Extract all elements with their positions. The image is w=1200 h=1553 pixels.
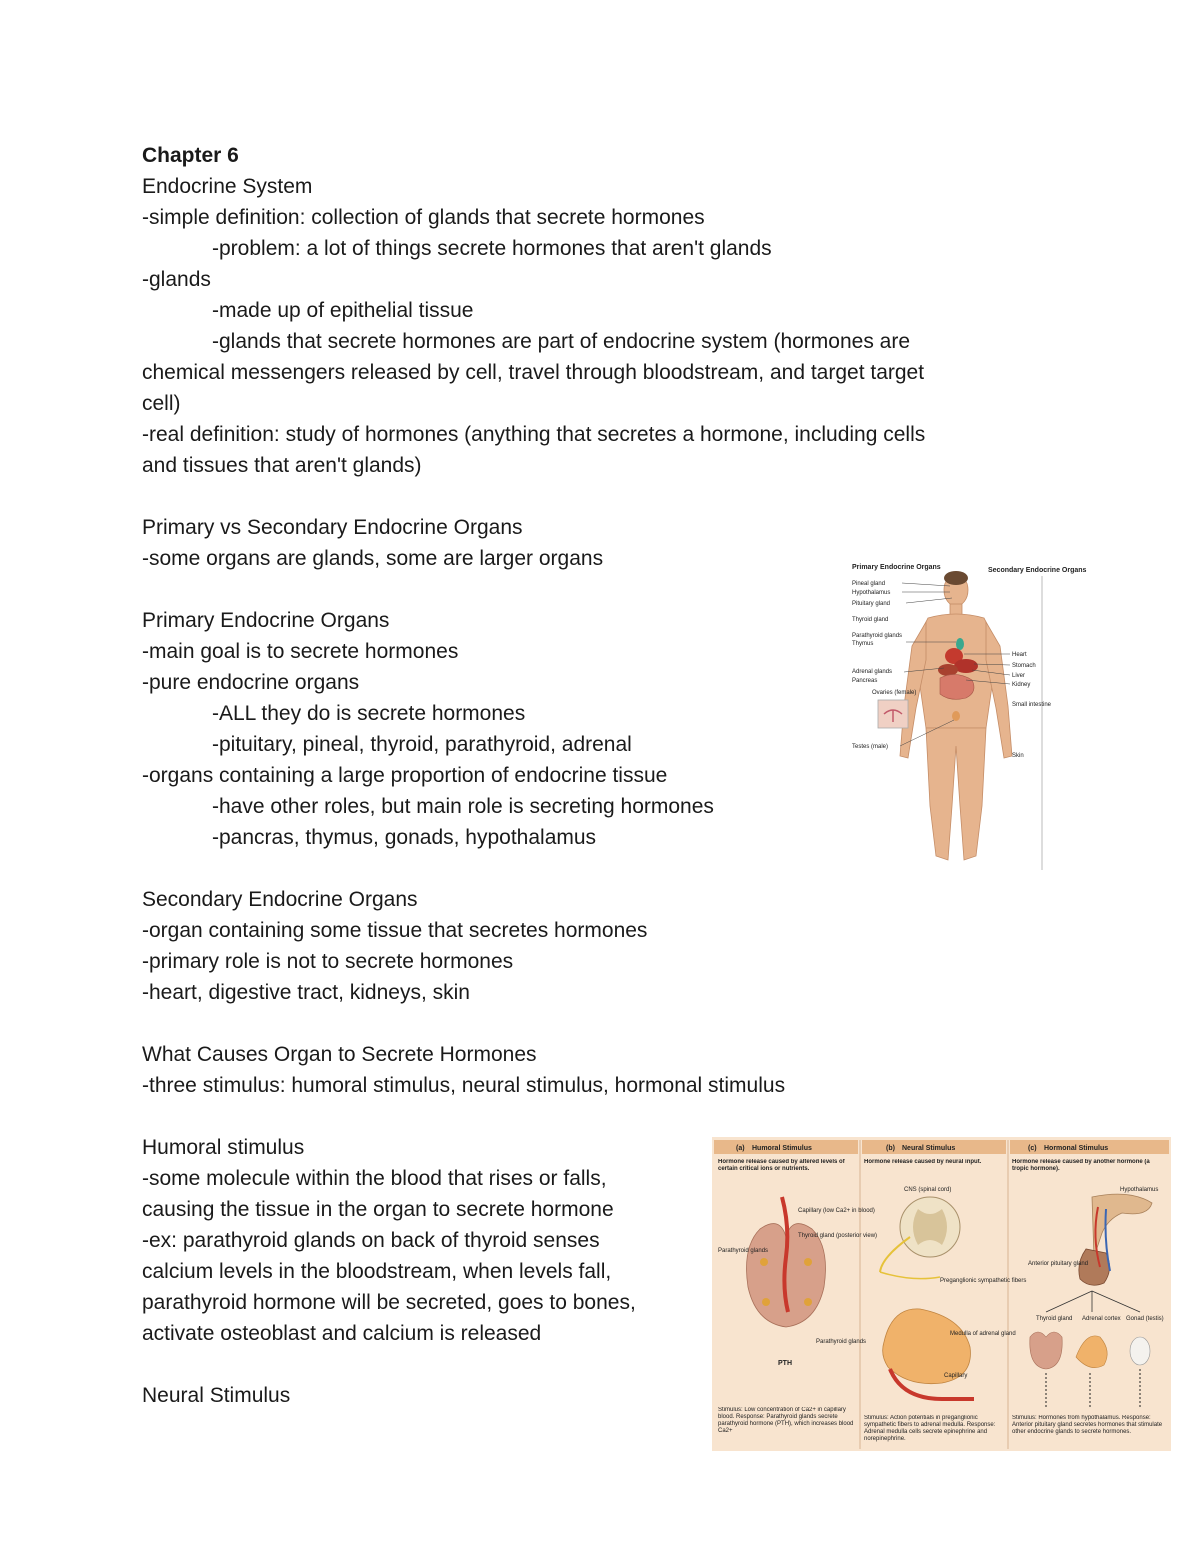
- line-three-stimulus: -three stimulus: humoral stimulus, neural stimulus, hormonal stimulus: [142, 1074, 786, 1097]
- label-small-intestine: Small intestine: [1012, 702, 1052, 708]
- line-problem: -problem: a lot of things secrete hormones that aren't glands: [212, 237, 772, 260]
- panel-a-letter: (a): [736, 1145, 745, 1152]
- panel-a-title: Humoral Stimulus: [752, 1145, 812, 1152]
- label-thyroid: Thyroid gland: [852, 617, 889, 623]
- panel-a-label-thyroid: Thyroid gland (posterior view): [798, 1233, 878, 1239]
- label-heart: Heart: [1012, 652, 1027, 658]
- line-large-proportion: -organs containing a large proportion of endocrine tissue: [142, 764, 668, 787]
- heading-neural: Neural Stimulus: [142, 1384, 291, 1407]
- panel-b-footnote: Stimulus: Action potentials in preganglionic sympathetic fibers to adrenal medulla. Response: Adrenal medulla cells secrete epinephrine and norepinephrine.: [864, 1415, 996, 1442]
- panel-c-label-adrenal: Adrenal cortex: [1082, 1316, 1121, 1322]
- line-epithelial: -made up of epithelial tissue: [212, 299, 474, 322]
- panel-b-label-cns: CNS (spinal cord): [904, 1187, 952, 1193]
- label-parathyroid: Parathyroid glands: [852, 633, 903, 639]
- line-some-organs: -some organs are glands, some are larger organs: [142, 547, 604, 570]
- panel-c-label-pituitary: Anterior pituitary gland: [1028, 1261, 1089, 1267]
- panel-a-label-capillary: Capillary (low Ca2+ in blood): [798, 1208, 875, 1214]
- heading-secondary-endocrine: Secondary Endocrine Organs: [142, 888, 418, 911]
- line-other-roles: -have other roles, but main role is secreting hormones: [212, 795, 714, 818]
- label-stomach: Stomach: [1012, 663, 1036, 669]
- line-calcium-levels: calcium levels in the bloodstream, when levels fall,: [142, 1260, 612, 1283]
- line-causing: causing the tissue in the organ to secrete hormone: [142, 1198, 614, 1221]
- panel-c-desc: Hormone release caused by another hormone (a tropic hormone).: [1012, 1159, 1150, 1172]
- line-osteoblast: activate osteoblast and calcium is released: [142, 1322, 542, 1345]
- label-ovaries: Ovaries (female): [872, 690, 917, 696]
- line-endocrine-system: Endocrine System: [142, 175, 313, 198]
- panel-c-footnote: Stimulus: Hormones from hypothalamus. Response: Anterior pituitary gland secretes hormones that stimulate other endocrine glands to secrete hormones.: [1012, 1415, 1163, 1435]
- line-cell: cell): [142, 392, 181, 415]
- label-adrenal: Adrenal glands: [852, 669, 893, 675]
- heading-humoral: Humoral stimulus: [142, 1136, 305, 1159]
- panel-a-label-parathyroid-1: Parathyroid glands: [718, 1248, 769, 1254]
- panel-a-desc: Hormone release caused by altered levels of certain critical ions or nutrients.: [718, 1159, 845, 1172]
- label-thymus: Thymus: [852, 641, 874, 647]
- line-some-tissue: -organ containing some tissue that secretes hormones: [142, 919, 648, 942]
- panel-a-footnote: Stimulus: Low concentration of Ca2+ in capillary blood. Response: Parathyroid glands secrete parathyroid hormone (PTH), which increases blood Ca2+: [718, 1407, 854, 1434]
- line-chemical-messengers: chemical messengers released by cell, travel through bloodstream, and target target: [142, 361, 925, 384]
- line-pth-secreted: parathyroid hormone will be secreted, goes to bones,: [142, 1291, 636, 1314]
- line-all-they-do: -ALL they do is secrete hormones: [212, 702, 526, 725]
- chapter-title: Chapter 6: [142, 144, 239, 167]
- panel-c-label-gonad: Gonad (testis): [1126, 1316, 1164, 1322]
- panel-c-letter: (c): [1028, 1145, 1037, 1152]
- panel-a-label-parathyroid-2: Parathyroid glands: [816, 1339, 867, 1345]
- label-pancreas: Pancreas: [852, 678, 878, 684]
- label-pineal: Pineal gland: [852, 581, 886, 587]
- panel-b-label-capillary: Capillary: [944, 1373, 968, 1379]
- line-main-goal: -main goal is to secrete hormones: [142, 640, 459, 663]
- heading-primary-vs-secondary: Primary vs Secondary Endocrine Organs: [142, 516, 523, 539]
- line-heart-list: -heart, digestive tract, kidneys, skin: [142, 981, 470, 1004]
- label-hypothalamus: Hypothalamus: [852, 590, 891, 596]
- label-liver: Liver: [1012, 673, 1026, 679]
- heading-primary-endocrine: Primary Endocrine Organs: [142, 609, 390, 632]
- panel-b-letter: (b): [886, 1145, 895, 1152]
- panel-c-title: Hormonal Stimulus: [1044, 1145, 1109, 1152]
- line-glands-secrete: -glands that secrete hormones are part of endocrine system (hormones are: [212, 330, 911, 353]
- line-molecule: -some molecule within the blood that rises or falls,: [142, 1167, 607, 1190]
- panel-b-desc: Hormone release caused by neural input.: [864, 1159, 982, 1165]
- heading-what-causes: What Causes Organ to Secrete Hormones: [142, 1043, 537, 1066]
- line-pure-endocrine: -pure endocrine organs: [142, 671, 360, 694]
- endocrine-organs-figure: [846, 556, 1092, 870]
- line-simple-definition: -simple definition: collection of glands that secrete hormones: [142, 206, 705, 229]
- label-testes: Testes (male): [852, 744, 889, 750]
- line-real-definition: -real definition: study of hormones (anything that secretes a hormone, including cells: [142, 423, 926, 446]
- label-skin: Skin: [1012, 753, 1024, 759]
- label-pituitary: Pituitary gland: [852, 601, 891, 607]
- header-secondary: Secondary Endocrine Organs: [988, 567, 1087, 574]
- panel-c-label-thyroid: Thyroid gland: [1036, 1316, 1073, 1322]
- panel-a-label-pth: PTH: [778, 1360, 792, 1367]
- panel-c-label-hypothalamus: Hypothalamus: [1120, 1187, 1159, 1193]
- line-primary-role: -primary role is not to secrete hormones: [142, 950, 514, 973]
- line-pancras-list: -pancras, thymus, gonads, hypothalamus: [212, 826, 597, 849]
- panel-b-label-preganglionic: Preganglionic sympathetic fibers: [940, 1278, 1027, 1284]
- line-ex-parathyroid: -ex: parathyroid glands on back of thyroid senses: [142, 1229, 600, 1252]
- header-primary: Primary Endocrine Organs: [852, 564, 941, 571]
- line-tissues: and tissues that aren't glands): [142, 454, 422, 477]
- line-glands: -glands: [142, 268, 211, 291]
- panel-b-title: Neural Stimulus: [902, 1145, 956, 1152]
- panel-b-label-medulla: Medulla of adrenal gland: [950, 1331, 1016, 1337]
- stimulus-types-figure: [712, 1137, 1171, 1451]
- line-pituitary-list: -pituitary, pineal, thyroid, parathyroid, adrenal: [212, 733, 632, 756]
- label-kidney: Kidney: [1012, 682, 1031, 688]
